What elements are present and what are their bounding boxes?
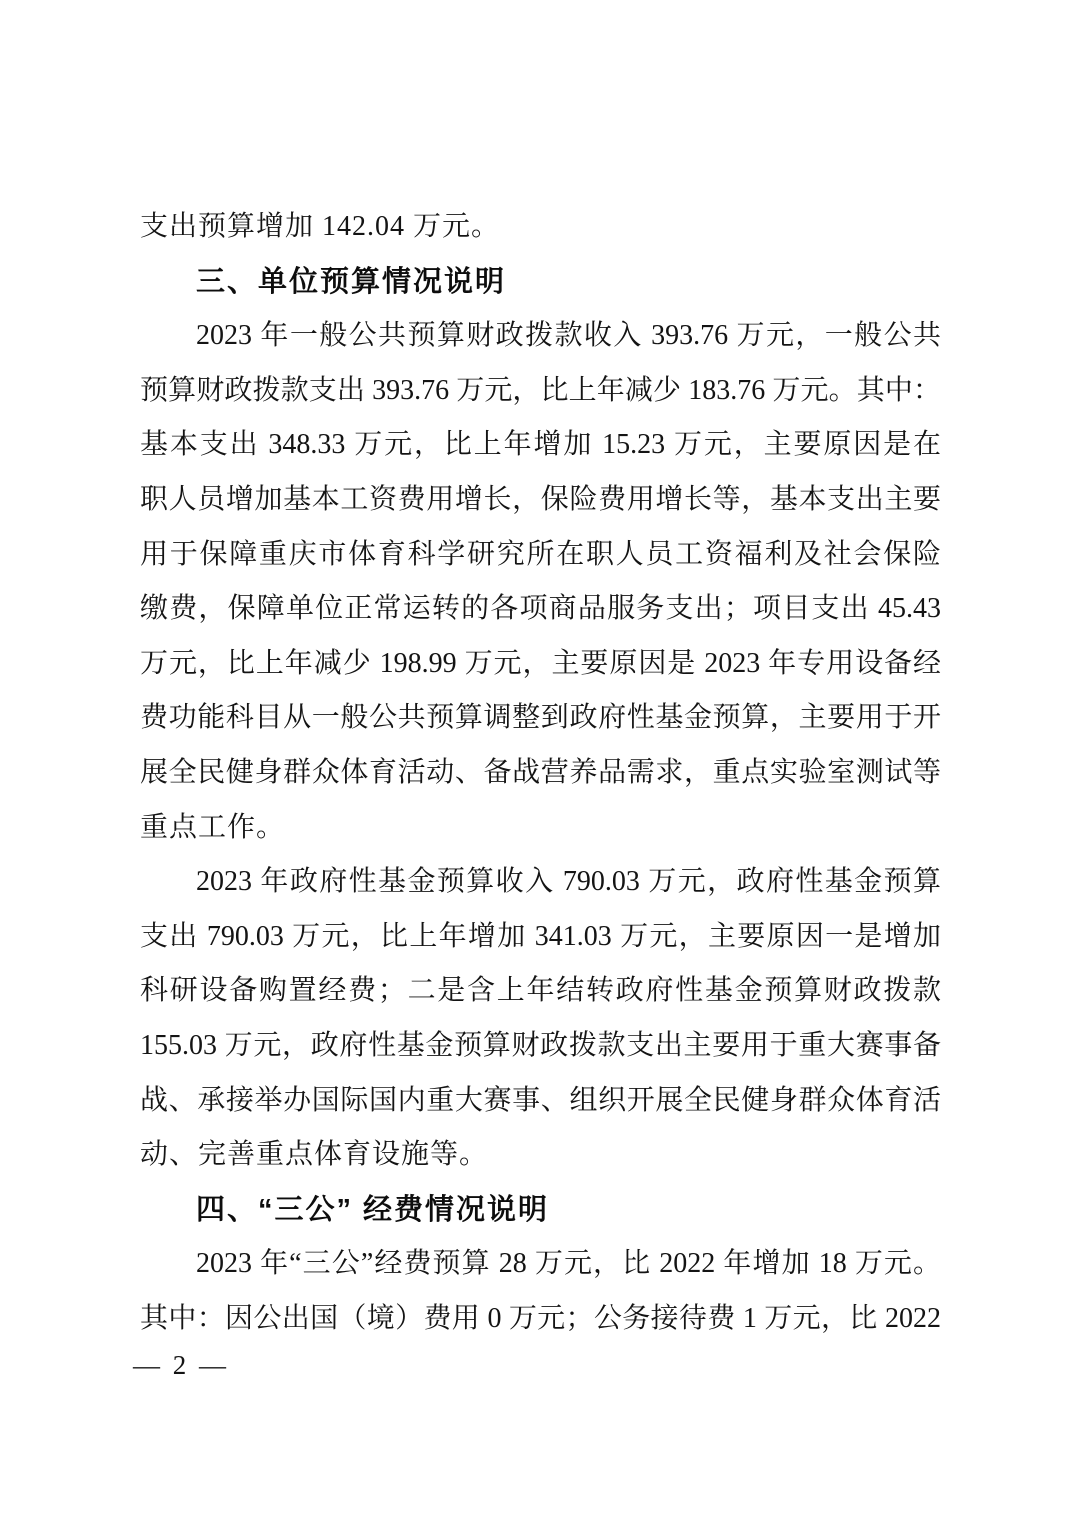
body-line: 展全民健身群众体育活动、备战营养品需求，重点实验室测试等 [140, 756, 941, 788]
text-block [140, 200, 941, 1346]
body-line: 重点工作。 [140, 811, 286, 843]
body-line: 预算财政拨款支出 393.76 万元，比上年减少 183.76 万元。其中： [140, 374, 941, 406]
page-number: — 2 — [133, 1350, 229, 1380]
body-line: 科研设备购置经费；二是含上年结转政府性基金预算财政拨款 [140, 975, 941, 1007]
body-line: 用于保障重庆市体育科学研究所在职人员工资福利及社会保险 [140, 538, 941, 570]
body-line: 支出 790.03 万元，比上年增加 341.03 万元，主要原因一是增加 [140, 920, 941, 952]
body-line: 2023 年“三公”经费预算 28 万元，比 2022 年增加 18 万元。 [196, 1248, 941, 1280]
section-heading-3: 三、单位预算情况说明 [196, 265, 507, 298]
body-line: 支出预算增加 142.04 万元。 [140, 211, 501, 242]
body-line: 动、完善重点体育设施等。 [140, 1139, 489, 1171]
body-line: 费功能科目从一般公共预算调整到政府性基金预算，主要用于开 [140, 702, 941, 734]
body-line: 其中：因公出国（境）费用 0 万元；公务接待费 1 万元，比 2022 [140, 1302, 941, 1334]
body-line: 2023 年一般公共预算财政拨款收入 393.76 万元，一般公共 [196, 320, 941, 352]
body-line: 2023 年政府性基金预算收入 790.03 万元，政府性基金预算 [196, 866, 941, 898]
body-line: 万元，比上年减少 198.99 万元，主要原因是 2023 年专用设备经 [140, 647, 941, 679]
body-line: 155.03 万元，政府性基金预算财政拨款支出主要用于重大赛事备 [140, 1029, 941, 1061]
body-line: 缴费，保障单位正常运转的各项商品服务支出；项目支出 45.43 [140, 593, 941, 625]
body-line: 战、承接举办国际国内重大赛事、组织开展全民健身群众体育活 [140, 1084, 941, 1116]
body-line: 基本支出 348.33 万元，比上年增加 15.23 万元，主要原因是在 [140, 429, 941, 461]
body-line: 职人员增加基本工资费用增长，保险费用增长等，基本支出主要 [140, 483, 941, 515]
section-heading-4: 四、“三公” 经费情况说明 [196, 1193, 550, 1226]
